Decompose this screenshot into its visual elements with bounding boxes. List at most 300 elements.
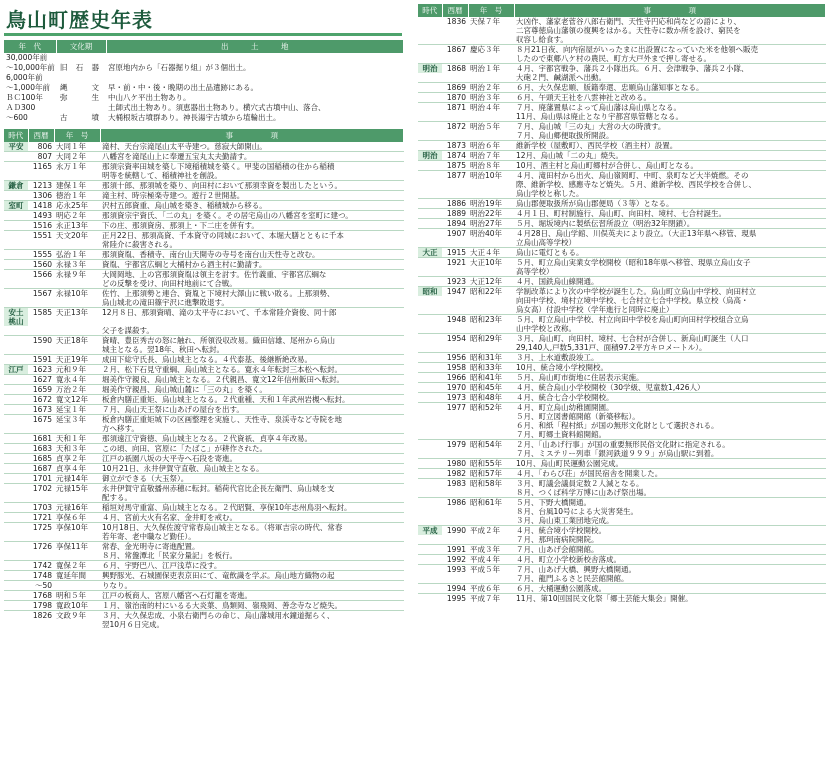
nengo-cell: 平成６年 [468, 584, 514, 594]
event-cell: 成田下総守氏長、烏山城主となる。４代泰基、後継断絶改易。 [100, 355, 404, 365]
event-cell: ７月、烏山城「三の丸」大営の大の時潰す。 [514, 122, 826, 132]
era-cell [418, 516, 442, 526]
era-cell [4, 221, 28, 231]
year-cell [442, 189, 468, 199]
era-cell [418, 334, 442, 344]
header-nengo: 年 号 [54, 129, 100, 142]
year-cell [28, 326, 54, 336]
nengo-cell: 天保７年 [470, 17, 500, 26]
table-row [418, 373, 826, 383]
nengo-cell: 徳治１年 [54, 191, 100, 201]
era-cell [4, 434, 28, 444]
nengo-cell: 大同１年 [56, 142, 86, 151]
era-cell [418, 430, 442, 440]
year-cell [442, 574, 468, 584]
era-cell [418, 383, 442, 393]
event-cell: 10月、酒主村と烏山町郷村が合併し、烏山町となる。 [514, 161, 826, 171]
nengo-cell: 平成２年 [468, 526, 514, 536]
event-cell: ７月、山あげ大橋、興野大橋開通。 [514, 565, 826, 575]
event-cell: 堀美作守親昌、烏山城山麓に「三の丸」を築く。 [100, 385, 404, 395]
era-cell [4, 250, 28, 260]
table-row [4, 611, 404, 621]
nengo-cell: 明治27年 [468, 219, 514, 229]
event-cell: 維新学校（屋敷町）、西民学校（酒主村）設置。 [514, 141, 826, 151]
era-cell [418, 229, 442, 239]
era-cell [4, 581, 28, 591]
nengo-cell: 大正４年 [468, 248, 514, 258]
table-row [4, 444, 404, 454]
event-cell: 板倉内膳正重矩、烏山城主となる。２代重種、天和１年武州岩槻へ転封。 [100, 395, 404, 405]
table-row [418, 258, 826, 268]
site-cell [106, 53, 404, 63]
year-cell [442, 343, 468, 353]
nengo-cell [54, 240, 100, 250]
event-cell: 烏女高）付設中学校（学年進行と同時に廃止） [516, 305, 674, 314]
era-cell [418, 459, 442, 469]
event-cell: ５月、町立烏山中学校、村立向田中学校を烏山町向田村学校組合立烏 [514, 315, 826, 325]
culture-cell: 弥 生 [60, 93, 102, 102]
era-cell [4, 532, 28, 542]
year-cell: 1493 [28, 211, 54, 221]
table-row [418, 219, 826, 229]
nengo-cell: 享保10年 [54, 523, 100, 533]
age-cell: 30,000年前 [6, 53, 48, 62]
table-row [4, 345, 404, 355]
year-cell: 1947 [442, 287, 468, 297]
event-cell: ５月、町立図書館開館（新築移転）。 [516, 412, 640, 421]
era-cell [4, 270, 28, 280]
era-cell [418, 112, 442, 122]
nengo-cell: 延宝３年 [54, 415, 100, 425]
era-cell [418, 545, 442, 555]
era-cell [4, 415, 28, 425]
table-row [4, 493, 404, 503]
era-cell: 平成 [418, 526, 442, 536]
era-cell [418, 238, 442, 248]
nengo-cell [468, 516, 514, 526]
archaeology-row [4, 73, 404, 83]
nengo-cell: 昭和54年 [468, 440, 514, 450]
event-cell: ４月、「わらび荘」が国民宿舎を開業した。 [514, 469, 826, 479]
year-cell: 1567 [28, 289, 54, 299]
nengo-cell [468, 296, 514, 305]
year-cell: 1675 [28, 415, 54, 425]
table-row [418, 421, 826, 430]
nengo-cell: 昭和52年 [468, 403, 514, 413]
table-row [418, 189, 826, 199]
year-cell [442, 507, 468, 516]
year-cell: 1683 [28, 444, 54, 454]
era-cell: 平安 [4, 142, 28, 152]
year-cell: 1954 [442, 334, 468, 344]
nengo-cell: 天和３年 [54, 444, 100, 454]
table-row [4, 250, 404, 260]
era-cell [418, 421, 442, 430]
era-cell [4, 355, 28, 365]
header-event: 事 項 [514, 4, 826, 17]
year-cell [442, 267, 468, 277]
event-cell: この頃、向田、宮原に「たばこ」が耕作された。 [100, 444, 404, 454]
event-cell: ３月、烏山東工業団地完成。 [516, 516, 614, 525]
era-cell [4, 152, 28, 162]
table-row [4, 503, 404, 513]
era-cell: 明治 [418, 64, 442, 74]
nengo-cell: 建保１年 [54, 181, 100, 191]
year-cell: 1560 [28, 260, 54, 270]
nengo-cell [54, 493, 100, 503]
table-row [418, 479, 826, 489]
nengo-cell: 永禄10年 [54, 289, 100, 299]
nengo-cell: 明治６年 [468, 141, 514, 151]
year-cell: 1701 [28, 474, 54, 484]
nengo-cell: 元禄14年 [54, 474, 100, 484]
right-column [418, 4, 826, 603]
event-cell: ４月１日、町村制施行、烏山町、向田村、境村、七合村誕生。 [514, 209, 826, 219]
table-row [418, 103, 826, 113]
era-cell [418, 45, 442, 55]
year-cell: 1923 [442, 277, 468, 287]
year-cell: 1973 [442, 393, 468, 403]
table-row [4, 601, 404, 611]
table-row [4, 620, 404, 629]
year-cell: 1873 [442, 141, 468, 151]
nengo-cell: 貞享４年 [54, 464, 100, 474]
event-cell: 八幡宮を滝尾山上に奉遷五宝丸太夫勤請す。 [100, 152, 404, 162]
nengo-cell [468, 131, 514, 141]
era-cell [4, 191, 28, 201]
right-timeline-table [418, 4, 826, 603]
year-cell: 1703 [28, 503, 54, 513]
nengo-cell: 万治２年 [54, 385, 100, 395]
event-cell: 10月、統合境小学校開校。 [514, 363, 826, 373]
nengo-cell: 明治８年 [468, 161, 514, 171]
table-row [4, 365, 404, 375]
table-row [4, 434, 404, 444]
era-cell: 明治 [418, 151, 442, 161]
year-cell [28, 345, 54, 355]
year-cell: 1623 [28, 365, 54, 375]
era-cell [418, 277, 442, 287]
table-row [418, 209, 826, 219]
era-cell [4, 474, 28, 484]
event-cell: 29,140人,戸数5,331戸、面積97.2平方キロメートル）。 [516, 343, 707, 352]
year-cell [28, 551, 54, 561]
event-cell: 江戸の祇園八坂の大平寺へ石段を寄進。 [100, 454, 404, 464]
era-cell [4, 523, 28, 533]
table-row [418, 151, 826, 161]
nengo-cell [54, 424, 100, 434]
year-cell [442, 421, 468, 430]
table-row [418, 469, 826, 479]
nengo-cell: 寛政10年 [54, 601, 100, 611]
era-cell [418, 199, 442, 209]
table-row [418, 334, 826, 344]
table-row [4, 326, 404, 336]
site-cell: 宮原地内から「石器掘り組」が３個出土。 [108, 63, 251, 72]
event-cell: ８月、つくば科学万博に山あげ祭出場。 [516, 488, 651, 497]
year-cell [442, 305, 468, 315]
table-row [418, 64, 826, 74]
era-cell [418, 141, 442, 151]
event-cell: ４月28日、烏山学館、川俣英夫により設立。（大正13年県へ移管、現県 [514, 229, 826, 239]
event-cell: ４月、町立小学校新校舎落成。 [514, 555, 826, 565]
nengo-cell [54, 551, 100, 561]
event-cell: ３月、烏山町、向田村、境村、七合村が合併し、新烏山町誕生（人口 [514, 334, 826, 344]
era-cell [4, 620, 28, 629]
year-cell: 1983 [442, 479, 468, 489]
year-cell: 1702 [28, 484, 54, 494]
nengo-cell: 延宝１年 [54, 405, 100, 415]
year-cell: 1585 [28, 308, 54, 327]
culture-cell [56, 73, 106, 83]
event-cell: ７月、ミステリー列車「銀河鉄道９９９」が烏山駅に到着。 [516, 449, 719, 458]
era-cell [4, 503, 28, 513]
event-cell: 立烏山高等学校） [516, 238, 576, 247]
year-cell: 1748 [28, 571, 54, 581]
table-row [418, 555, 826, 565]
nengo-cell [468, 267, 514, 277]
table-row [4, 260, 404, 270]
event-cell: ２月、「山あげ行事」が国の重要無形民俗文化財に指定される。 [514, 440, 826, 450]
year-cell [442, 112, 468, 122]
year-cell: 1306 [28, 191, 54, 201]
table-row [4, 395, 404, 405]
event-cell: 収容し給食す。 [516, 35, 568, 44]
table-row [4, 385, 404, 395]
table-row [4, 336, 404, 346]
event-cell: ３月、大久保忠成、小泉右衛門らの命じ、烏山藩城用水鐘道掘らく、 [100, 611, 404, 621]
year-cell: 1977 [442, 403, 468, 413]
year-cell: 1995 [442, 594, 468, 604]
era-cell: 鎌倉 [4, 181, 28, 191]
table-row [418, 229, 826, 239]
era-cell [4, 591, 28, 601]
year-cell [442, 296, 468, 305]
nengo-cell: 天正19年 [54, 355, 100, 365]
table-row [418, 545, 826, 555]
table-row [418, 287, 826, 297]
nengo-cell [54, 298, 100, 308]
event-cell: 10月21日、永井伊賀守直敬、烏山城主となる。 [100, 464, 404, 474]
event-cell: 烏山に電灯ともる。 [514, 248, 826, 258]
event-cell: 沢村五郎資重、烏山城を築き、稲積城から移る。 [100, 201, 404, 211]
site-cell: 土師式出土物あり。須恵器出土物あり。横穴式古墳中山、落合、 [108, 103, 326, 112]
event-cell: 那須資胤、香積寺、南台山天開寺の寺号を南台山天性寺と改む。 [100, 250, 404, 260]
nengo-cell [468, 343, 514, 353]
table-row [4, 581, 404, 591]
event-cell: ７月、町郷土資料館開館。 [516, 430, 606, 439]
year-cell: 1889 [442, 209, 468, 219]
event-cell: ７月、烏山天王祭に山あげの屋台を出す。 [100, 405, 404, 415]
header-year: 西暦 [442, 4, 468, 17]
event-cell: 大凶作、藩家老菅谷八郎右衛門、天性寺円応和尚などの語により、 [516, 17, 741, 26]
event-cell: ４月、町立烏山幼稚園開園。 [514, 403, 826, 413]
era-cell [418, 26, 442, 35]
event-cell: ４月、統合烏山小学校開校（30学級、児童数1,426人） [514, 383, 826, 393]
nengo-cell: 昭和57年 [468, 469, 514, 479]
year-cell: 1979 [442, 440, 468, 450]
table-row [418, 26, 826, 35]
nengo-cell: 昭和23年 [468, 315, 514, 325]
year-cell: 1992 [442, 555, 468, 565]
event-cell: ４月、宇都宮戦争、藩兵２小隊出兵。６月、会津戦争、藩兵２小隊、 [514, 64, 826, 74]
era-cell [4, 171, 28, 181]
era-cell [418, 54, 442, 64]
era-cell [4, 298, 28, 308]
title-rule [4, 33, 402, 36]
nengo-cell [468, 35, 514, 45]
year-cell: 1872 [442, 122, 468, 132]
event-cell: 御立ができる（大玉祭）。 [100, 474, 404, 484]
year-cell [442, 131, 468, 141]
nengo-cell: 明和５年 [54, 591, 100, 601]
nengo-cell: 昭和41年 [468, 373, 514, 383]
year-cell [28, 620, 54, 629]
era-cell [418, 103, 442, 113]
event-cell: ５月、堀坂境内に製紙伝習所設立（明治32年閉鎖）。 [514, 219, 826, 229]
table-row [418, 83, 826, 93]
table-row [4, 289, 404, 299]
year-cell: 1970 [442, 383, 468, 393]
event-cell: ４月、宮前大火有名家、金井町を戒む。 [100, 513, 404, 523]
site-cell: 大桶根坂古墳群あり。神長湯宇古墳から埴輪出土。 [108, 113, 281, 122]
event-cell: 大砲２門、鹹湖派へ出動。 [516, 73, 606, 82]
nengo-cell: 永正13年 [54, 221, 100, 231]
nengo-cell: 明治７年 [468, 151, 514, 161]
nengo-cell: 平成５年 [468, 565, 514, 575]
year-cell: 1990 [442, 526, 468, 536]
event-cell: ６月、宇野巴八、江戸浅草に没す。 [100, 561, 404, 571]
table-row [418, 131, 826, 141]
table-row [418, 498, 826, 508]
year-cell [28, 424, 54, 434]
event-cell: 父子を謀殺す。 [102, 326, 154, 335]
era-cell [4, 551, 28, 561]
event-cell: ８月、常盤潭北「民家分量記」を板行。 [102, 551, 237, 560]
era-cell [418, 73, 442, 83]
nengo-cell: 寛延年間 [54, 571, 100, 581]
year-cell: 1590 [28, 336, 54, 346]
culture-cell: 古 墳 [60, 113, 102, 122]
table-row [418, 73, 826, 83]
table-row [418, 199, 826, 209]
table-row [418, 171, 826, 181]
nengo-cell [468, 238, 514, 248]
nengo-cell: 元禄16年 [54, 503, 100, 513]
event-cell: 下の庄、那須資房、那須上・下二庄を併有す。 [100, 221, 404, 231]
event-cell: １月、嶺治南的村にいるる大炎葉、鳥類岡、嶺飛岡、善念寺など焼失。 [100, 601, 404, 611]
event-cell: 滝村、天台宗滝尾山太平寺建つ。慈寂大師開山。 [102, 142, 267, 151]
archaeology-row [4, 113, 404, 123]
right-header-row [418, 4, 826, 17]
era-cell [418, 267, 442, 277]
nengo-cell: 天文20年 [54, 231, 100, 241]
event-cell: ４月、国鉄烏山線開通。 [514, 277, 826, 287]
header-age: 年 代 [4, 40, 56, 53]
year-cell [28, 240, 54, 250]
event-cell: 烏山城北の滝田篠宇沢に進撃敗退す。 [102, 298, 229, 307]
nengo-cell [54, 345, 100, 355]
nengo-cell: 永万１年 [54, 162, 100, 172]
table-row [4, 231, 404, 241]
era-cell [418, 373, 442, 383]
table-row [418, 449, 826, 459]
nengo-cell: 元和９年 [54, 365, 100, 375]
age-cell: 6,000年前 [6, 73, 43, 82]
nengo-cell: 昭和45年 [468, 383, 514, 393]
table-row [418, 324, 826, 334]
event-cell: 烏山郡便取扱所が烏山郡便局（３等）となる。 [514, 199, 826, 209]
era-cell [418, 343, 442, 353]
nengo-cell [468, 430, 514, 440]
nengo-cell: 大正12年 [468, 277, 514, 287]
event-cell: 板倉内膳正重矩城下の区画整理を実施し、天性寺、泉渓寺など寺院を地 [100, 415, 404, 425]
event-cell: 堀美作守親良、烏山城主となる。２代親昌、寛文12年信州飯田へ転封。 [100, 375, 404, 385]
nengo-cell: 明応２年 [54, 211, 100, 221]
table-row [4, 464, 404, 474]
nengo-cell [54, 581, 100, 591]
year-cell: 1907 [442, 229, 468, 239]
era-cell [4, 611, 28, 621]
year-cell: 1591 [28, 355, 54, 365]
table-row [4, 270, 404, 280]
event-cell: ７月、那珂南病院開院。 [516, 535, 599, 544]
nengo-cell: 昭和55年 [468, 459, 514, 469]
year-cell [442, 430, 468, 440]
year-cell: 1948 [442, 315, 468, 325]
year-cell: 1726 [28, 542, 54, 552]
nengo-cell [468, 73, 514, 83]
era-cell [4, 375, 28, 385]
event-cell: 那須資宗宇資氏、「二の丸」を築く。その居宅烏山の八幡宮を室町に建つ。 [100, 211, 404, 221]
nengo-cell [468, 189, 514, 199]
year-cell: 1725 [28, 523, 54, 533]
event-cell: 資晴、豊臣秀吉の怒に触れ、所領没収改易。織田信雄、尾州から烏山 [100, 336, 404, 346]
nengo-cell: 昭和29年 [468, 334, 514, 344]
table-row [418, 430, 826, 440]
year-cell: 1894 [442, 219, 468, 229]
nengo-cell: 平成７年 [468, 594, 514, 604]
nengo-cell [468, 26, 514, 35]
age-cell: ＢＣ100年 [6, 93, 43, 102]
era-cell [418, 498, 442, 508]
era-cell [418, 219, 442, 229]
nengo-cell: 天和１年 [54, 434, 100, 444]
era-cell [418, 449, 442, 459]
year-cell: 1627 [28, 375, 54, 385]
event-cell: 興野豚光、石城園保吏表京田にて、竜飲識を学ぶ。烏山地方織物の起 [100, 571, 404, 581]
era-cell [4, 336, 28, 346]
year-cell: 1874 [442, 151, 468, 161]
table-row [4, 484, 404, 494]
era-cell [418, 161, 442, 171]
event-cell: 12月８日、那須資晴、滝の太平寺において、千本常陸介資俊、同十郎 [100, 308, 404, 327]
header-event: 事 項 [100, 129, 404, 142]
nengo-cell [468, 412, 514, 421]
event-cell: 11月、第10回国民文化祭「郷土芸能大集会」開催。 [514, 594, 826, 604]
year-cell [442, 238, 468, 248]
table-row [418, 412, 826, 421]
nengo-cell: 昭和22年 [468, 287, 514, 297]
year-cell: 1991 [442, 545, 468, 555]
event-cell: ６月、和紙「程村紙」が国の無形文化財として選択される。 [516, 421, 719, 430]
table-row [4, 142, 404, 152]
table-row [4, 181, 404, 191]
archaeology-header-row [4, 40, 404, 53]
nengo-cell: 享保６年 [54, 513, 100, 523]
era-cell [418, 363, 442, 373]
year-cell: 1826 [28, 611, 54, 621]
